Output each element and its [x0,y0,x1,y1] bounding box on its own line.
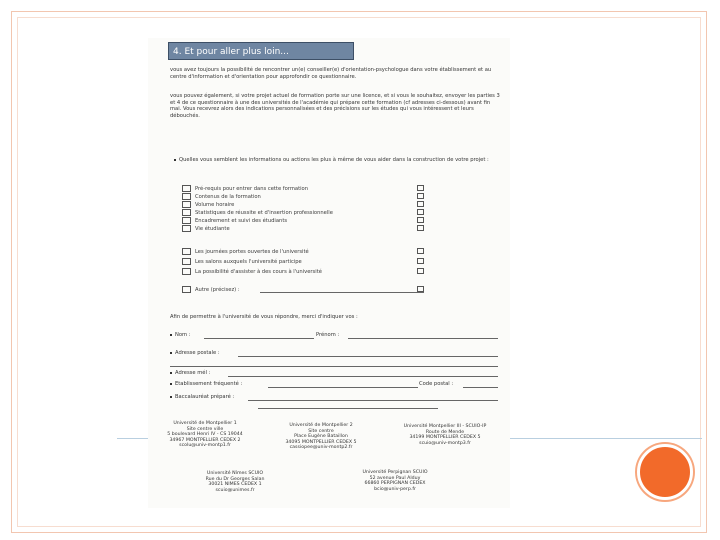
adresse-input-line[interactable] [238,356,498,357]
option-row [182,225,230,232]
address-line: Place Eugène Bataillon [294,434,348,440]
address-line: 34095 MONTPELLIER CEDEX 5 [285,439,357,445]
field-adresse-postale [170,350,220,357]
address-line: scolu@univ-montp1.fr [179,443,231,449]
option-label: Encadrement et suivi des étudiants [195,218,288,224]
bullet-icon [170,372,172,374]
question-text [174,157,500,164]
checkbox[interactable] [417,185,424,191]
checkbox[interactable] [417,248,424,254]
address-line: Université Perpignan SCUIO [362,470,428,475]
address-line: scuio@unimes.fr [215,487,255,493]
address-line: Rue du Dr Georges Salan [205,476,265,482]
address-line: bcio@univ-perp.fr [374,486,416,492]
checkbox[interactable] [417,225,424,231]
bac-input-line[interactable] [248,400,498,401]
address-line: 66860 PERPIGNAN CEDEX [364,481,426,487]
option-label: Contenus de la formation [195,194,261,200]
address-line: 5 boulevard Henri IV - CS 19044 [167,432,243,438]
paragraph-universite: vous pouvez également, si votre projet actuel de formation porte sur une licence, et si vous le souhaitez, envoyer les parties 3 et 4 de ce questionnaire à une des universités de l'académie qui prépare cette formation (cf adresses ci-dessous) avant fin mai. Vous recevrez alors des indications personnalisées et des précisions sur les études qui vous intéressent et leurs débouchés. [170,93,500,119]
option-label: Les journées portes ouvertes de l'université [195,249,309,255]
option-label: La possibilité d'assister à des cours à l'université [195,269,322,275]
mel-input-line[interactable] [228,376,498,377]
field-nom [170,332,191,339]
address-block-montpellier3 [382,424,508,446]
address-line: 30021 NIMES CEDEX 1 [208,482,262,488]
field-adresse-mel [170,370,210,377]
reply-intro: Afin de permettre à l'université de vous répondre, merci d'indiquer vos : [170,314,358,320]
checkbox[interactable] [417,217,424,223]
prenom-input-line[interactable] [348,338,498,339]
bullet-icon [170,334,172,336]
address-line: Site centre [308,428,334,434]
checkbox[interactable] [417,193,424,199]
checkbox[interactable] [182,209,191,216]
checkbox[interactable] [182,268,191,275]
address-line: cassiopee@univ-montp2.fr [289,445,353,451]
field-label: Etablissement fréquenté : [175,381,243,387]
address-line: scuio@univ-montp3.fr [419,440,471,446]
option-label: Autre (précisez) : [195,287,240,293]
field-label: Nom : [175,332,191,338]
bullet-icon [170,352,172,354]
question-label: Quelles vous semblent les informations ou actions les plus à même de vous aider dans la construction de votre projet : [179,157,489,163]
adresse-input-line-2[interactable] [170,366,498,367]
address-line: Site centre ville [186,426,224,432]
option-row [182,209,333,216]
address-line: Route de Mende [425,429,465,435]
checkbox[interactable] [417,209,424,215]
orange-circle-decoration [637,444,693,500]
field-label: Baccalauréat préparé : [175,394,235,400]
address-block-nimes [180,471,290,493]
option-row [182,193,261,200]
address-block-montpellier2 [266,423,376,451]
address-block-montpellier1 [150,421,260,449]
checkbox[interactable] [182,225,191,232]
checkbox[interactable] [182,248,191,255]
checkbox[interactable] [182,193,191,200]
option-row [182,185,308,192]
checkbox[interactable] [417,286,424,292]
option-row-other [182,286,240,293]
option-row [182,217,287,224]
nom-input-line[interactable] [204,338,314,339]
option-label: Pré-requis pour entrer dans cette formation [195,186,309,192]
checkbox[interactable] [182,217,191,224]
field-prenom: Prénom : [316,332,340,338]
option-label: Les salons auxquels l'université participe [195,259,302,265]
address-line: 52 avenue Paul Alduy [369,475,421,481]
address-line: 34967 MONTPELLIER CEDEX 2 [169,437,241,443]
checkbox[interactable] [182,201,191,208]
address-line: Université de Montpellier 1 [173,421,237,426]
code-postal-input-line[interactable] [463,387,498,388]
address-line: 34199 MONTPELLIER CEDEX 5 [409,435,481,441]
bullet-icon [174,159,176,161]
field-code-postal: Code postal : [419,381,454,387]
etablissement-input-line[interactable] [268,387,418,388]
checkbox[interactable] [182,258,191,265]
address-line: Université Nîmes SCUIO [206,471,264,476]
option-row [182,258,302,265]
option-row [182,268,322,275]
section-heading: 4. Et pour aller plus loin... [168,42,354,60]
checkbox[interactable] [417,258,424,264]
checkbox[interactable] [417,201,424,207]
bac-input-line-2[interactable] [258,408,438,409]
paragraph-conseiller: vous avez toujours la possibilité de rencontrer un(e) conseiller(e) d'orientation-psychologue dans votre établissement et au centre d'information et d'orientation pour approfondir ce questionnaire. [170,67,492,80]
address-block-perpignan [340,470,450,492]
bullet-icon [170,383,172,385]
scanned-document [148,38,510,508]
bullet-icon [170,396,172,398]
address-line: Université Montpellier III - SCUIO-IP [403,424,487,429]
checkbox[interactable] [182,185,191,192]
option-row [182,248,309,255]
field-label: Adresse postale : [175,350,220,356]
checkbox[interactable] [182,286,191,293]
option-label: Statistiques de réussite et d'insertion professionnelle [195,210,333,216]
field-etablissement [170,381,242,388]
address-line: Université de Montpellier 2 [289,423,353,428]
field-baccalaureat [170,394,234,401]
option-label: Volume horaire [195,202,235,208]
option-label: Vie étudiante [195,226,230,232]
other-text-line[interactable] [260,292,424,293]
field-label: Adresse mél : [175,370,211,376]
checkbox[interactable] [417,268,424,274]
option-row [182,201,234,208]
